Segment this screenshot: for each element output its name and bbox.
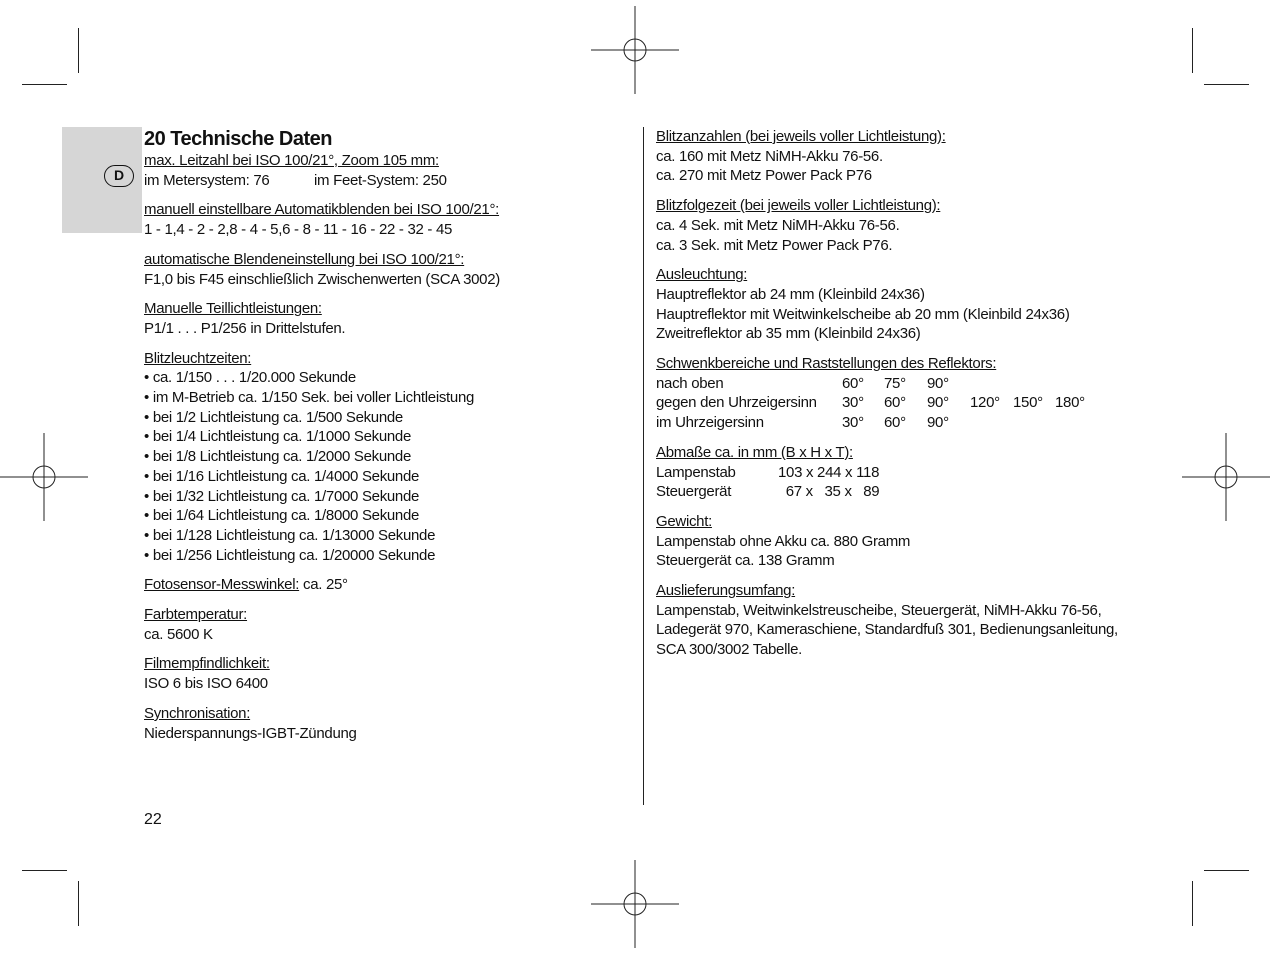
section-heading: Abmaße ca. in mm (B x H x T): [656, 443, 853, 461]
row-label: Steuergerät [656, 483, 732, 501]
section-heading: Farbtemperatur: [144, 606, 248, 624]
list-item: • ca. 1/150 . . . 1/20.000 Sekunde [144, 369, 356, 387]
apertures-section [144, 200, 634, 239]
section-line: ca. 3 Sek. mit Metz Power Pack P76. [656, 236, 893, 254]
guide-number-section [144, 151, 634, 190]
scope-section [656, 581, 1176, 660]
section-value: 1 - 1,4 - 2 - 2,8 - 4 - 5,6 - 8 - 11 - 16 - 22 - 32 - 45 [144, 221, 453, 239]
row-label: nach oben [656, 374, 724, 392]
section-line: Steuergerät ca. 138 Gramm [656, 552, 835, 570]
section-value: Niederspannungs-IGBT-Zündung [144, 724, 357, 742]
crop-mark [1192, 28, 1193, 73]
list-item: • bei 1/64 Lichtleistung ca. 1/8000 Sekunde [144, 507, 420, 525]
section-heading: Gewicht: [656, 512, 712, 530]
page-number: 22 [144, 811, 162, 828]
row-value: 67 x 35 x 89 [778, 483, 880, 501]
table-row [656, 463, 1176, 483]
row-label: im Uhrzeigersinn [656, 414, 764, 432]
section-line: SCA 300/3002 Tabelle. [656, 641, 803, 659]
sync-section [144, 704, 634, 743]
row-value: 90° [927, 394, 949, 412]
crop-mark [1204, 84, 1249, 85]
section-line: ca. 160 mit Metz NiMH-Akku 76-56. [656, 147, 883, 165]
section-heading: Filmempfindlichkeit: [144, 655, 270, 673]
page-title: 20 Technische Daten [144, 128, 332, 150]
partial-power-section [144, 299, 634, 338]
section-heading: max. Leitzahl bei ISO 100/21°, Zoom 105 mm: [144, 152, 439, 169]
section-line: Hauptreflektor mit Weitwinkelscheibe ab 20 mm (Kleinbild 24x36) [656, 305, 1070, 323]
sensor-section [144, 575, 634, 595]
section-heading: Manuelle Teillichtleistungen: [144, 300, 322, 318]
row-label: Lampenstab [656, 463, 736, 481]
left-column [144, 126, 634, 753]
section-line: Hauptreflektor ab 24 mm (Kleinbild 24x36) [656, 285, 925, 303]
row-value: 90° [927, 374, 949, 392]
section-heading: Blitzanzahlen (bei jeweils voller Lichtleistung): [656, 128, 946, 145]
row-value: 120° [970, 394, 1000, 412]
flash-count-section [656, 127, 1176, 186]
guide-number-row [144, 171, 634, 191]
row-value: 75° [884, 374, 906, 392]
registration-mark-icon [591, 860, 679, 948]
guide-number-meter: im Metersystem: 76 [144, 171, 270, 189]
row-value: 103 x 244 x 118 [778, 463, 880, 481]
section-heading: automatische Blendeneinstellung bei ISO 100/21°: [144, 250, 465, 268]
crop-mark [1192, 881, 1193, 926]
section-heading: Blitzleuchtzeiten: [144, 349, 252, 367]
row-value: 60° [884, 394, 906, 412]
row-value: 60° [842, 374, 864, 392]
registration-mark-icon [591, 6, 679, 94]
section-line: ca. 270 mit Metz Power Pack P76 [656, 167, 872, 185]
right-column [656, 127, 1176, 670]
section-heading: Schwenkbereiche und Raststellungen des Reflektors: [656, 355, 997, 373]
language-badge: D [104, 165, 134, 187]
crop-mark [22, 870, 67, 871]
section-line: Lampenstab ohne Akku ca. 880 Gramm [656, 532, 911, 550]
registration-mark-icon [1182, 433, 1270, 521]
section-heading: Auslieferungsumfang: [656, 582, 796, 600]
crop-mark [1204, 870, 1249, 871]
guide-number-feet: im Feet-System: 250 [314, 171, 447, 189]
row-value: 150° [1013, 394, 1043, 412]
section-heading: Fotosensor-Messwinkel: [144, 576, 300, 594]
row-value: 30° [842, 414, 864, 432]
section-heading: Synchronisation: [144, 704, 251, 722]
section-heading: Blitzfolgezeit (bei jeweils voller Lichtleistung): [656, 197, 941, 215]
section-line: Lampenstab, Weitwinkelstreuscheibe, Steuergerät, NiMH-Akku 76-56, [656, 601, 1102, 619]
list-item: • bei 1/256 Lichtleistung ca. 1/20000 Sekunde [144, 546, 436, 564]
section-line: Zweitreflektor ab 35 mm (Kleinbild 24x36) [656, 325, 921, 343]
row-value: 90° [927, 414, 949, 432]
table-row [656, 393, 1176, 413]
list-item: • im M-Betrieb ca. 1/150 Sek. bei voller Lichtleistung [144, 389, 475, 407]
auto-aperture-section [144, 250, 634, 289]
table-row [656, 413, 1176, 433]
list-item: • bei 1/8 Lichtleistung ca. 1/2000 Sekunde [144, 448, 412, 466]
table-row [656, 374, 1176, 394]
list-item: • bei 1/2 Lichtleistung ca. 1/500 Sekunde [144, 408, 403, 426]
registration-mark-icon [0, 433, 88, 521]
section-heading: Ausleuchtung: [656, 266, 748, 284]
section-value: ISO 6 bis ISO 6400 [144, 675, 268, 693]
section-value: F1,0 bis F45 einschließlich Zwischenwerten (SCA 3002) [144, 270, 500, 288]
recycle-section [656, 196, 1176, 255]
column-divider [643, 127, 644, 805]
list-item: • bei 1/32 Lichtleistung ca. 1/7000 Sekunde [144, 487, 420, 505]
crop-mark [78, 881, 79, 926]
crop-mark [22, 84, 67, 85]
list-item: • bei 1/4 Lichtleistung ca. 1/1000 Sekunde [144, 428, 412, 446]
list-item: • bei 1/128 Lichtleistung ca. 1/13000 Sekunde [144, 526, 436, 544]
row-value: 180° [1055, 394, 1085, 412]
film-speed-section [144, 654, 634, 693]
section-line: Ladegerät 970, Kameraschiene, Standardfuß 301, Bedienungsanleitung, [656, 621, 1118, 639]
section-heading: manuell einstellbare Automatikblenden bei ISO 100/21°: [144, 201, 500, 219]
section-value: P1/1 . . . P1/256 in Drittelstufen. [144, 319, 346, 337]
section-value: ca. 25° [299, 576, 348, 594]
row-value: 30° [842, 394, 864, 412]
list-item: • bei 1/16 Lichtleistung ca. 1/4000 Sekunde [144, 467, 420, 485]
dimensions-section [656, 443, 1176, 502]
flash-duration-section [144, 349, 634, 566]
section-line: ca. 4 Sek. mit Metz NiMH-Akku 76-56. [656, 216, 900, 234]
row-label: gegen den Uhrzeigersinn [656, 394, 817, 412]
coverage-section [656, 265, 1176, 344]
section-value: ca. 5600 K [144, 625, 213, 643]
table-row [656, 482, 1176, 502]
row-value: 60° [884, 414, 906, 432]
weight-section [656, 512, 1176, 571]
swivel-section [656, 354, 1176, 433]
crop-mark [78, 28, 79, 73]
color-temp-section [144, 605, 634, 644]
